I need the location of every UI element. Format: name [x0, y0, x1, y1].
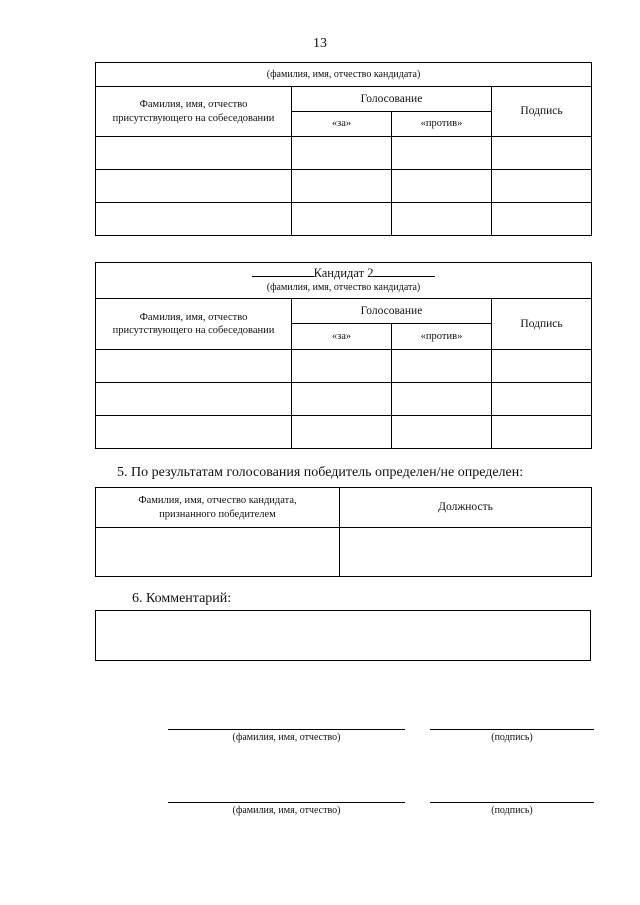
signature-line[interactable] [430, 802, 594, 803]
col-header-signature: Подпись [492, 299, 592, 350]
against-cell[interactable] [392, 137, 492, 170]
table-row [96, 170, 592, 203]
table-row [96, 383, 592, 416]
signature-cell[interactable] [492, 137, 592, 170]
candidate-label: Кандидат 2 [313, 266, 374, 281]
name-cell[interactable] [96, 383, 292, 416]
page-number: 13 [313, 36, 327, 51]
table-row [96, 528, 592, 577]
comment-box[interactable] [95, 610, 591, 661]
name-cell[interactable] [96, 350, 292, 383]
signature-cell[interactable] [492, 170, 592, 203]
table-row [96, 137, 592, 170]
name-cell[interactable] [96, 203, 292, 236]
col-header-vote: Голосование [292, 87, 492, 112]
name-cell[interactable] [96, 137, 292, 170]
signature-cell[interactable] [492, 203, 592, 236]
col-header-position: Должность [340, 488, 592, 528]
winner-name-cell[interactable] [96, 528, 340, 577]
voting-table-2 [95, 262, 592, 449]
against-cell[interactable] [392, 170, 492, 203]
signature-line[interactable] [430, 729, 594, 730]
against-cell[interactable] [392, 203, 492, 236]
col-header-for: «за» [292, 112, 392, 137]
name-caption: (фамилия, имя, отчество) [232, 732, 341, 743]
for-cell[interactable] [292, 170, 392, 203]
col-header-against: «против» [392, 112, 492, 137]
signature-caption: (подпись) [491, 732, 533, 743]
for-cell[interactable] [292, 416, 392, 449]
candidate-header [96, 263, 592, 299]
table-row [96, 203, 592, 236]
col-header-winner-name: Фамилия, имя, отчество кандидата, признанного победителем [96, 488, 340, 528]
candidate-caption: (фамилия, имя, отчество кандидата) [96, 63, 592, 87]
against-cell[interactable] [392, 350, 492, 383]
name-caption: (фамилия, имя, отчество) [232, 805, 341, 816]
col-header-signature: Подпись [492, 87, 592, 137]
name-signature-line[interactable] [168, 802, 405, 803]
for-cell[interactable] [292, 350, 392, 383]
col-header-vote: Голосование [292, 299, 492, 324]
section-5-title: 5. По результатам голосования победитель определен/не определен: [117, 465, 524, 480]
name-signature-line[interactable] [168, 729, 405, 730]
table-row [96, 350, 592, 383]
col-header-for: «за» [292, 324, 392, 350]
for-cell[interactable] [292, 203, 392, 236]
voting-table-1 [95, 62, 592, 236]
section-6-title: 6. Комментарий: [132, 591, 232, 606]
name-cell[interactable] [96, 416, 292, 449]
for-cell[interactable] [292, 383, 392, 416]
winner-table [95, 487, 592, 577]
signature-cell[interactable] [492, 350, 592, 383]
col-header-name: Фамилия, имя, отчество присутствующего на собеседовании [96, 299, 292, 350]
name-cell[interactable] [96, 170, 292, 203]
signature-cell[interactable] [492, 383, 592, 416]
against-cell[interactable] [392, 383, 492, 416]
col-header-name: Фамилия, имя, отчество присутствующего на собеседовании [96, 87, 292, 137]
signature-cell[interactable] [492, 416, 592, 449]
signature-caption: (подпись) [491, 805, 533, 816]
table-row [96, 416, 592, 449]
against-cell[interactable] [392, 416, 492, 449]
for-cell[interactable] [292, 137, 392, 170]
col-header-against: «против» [392, 324, 492, 350]
position-cell[interactable] [340, 528, 592, 577]
candidate-caption: (фамилия, имя, отчество кандидата) [266, 282, 421, 294]
